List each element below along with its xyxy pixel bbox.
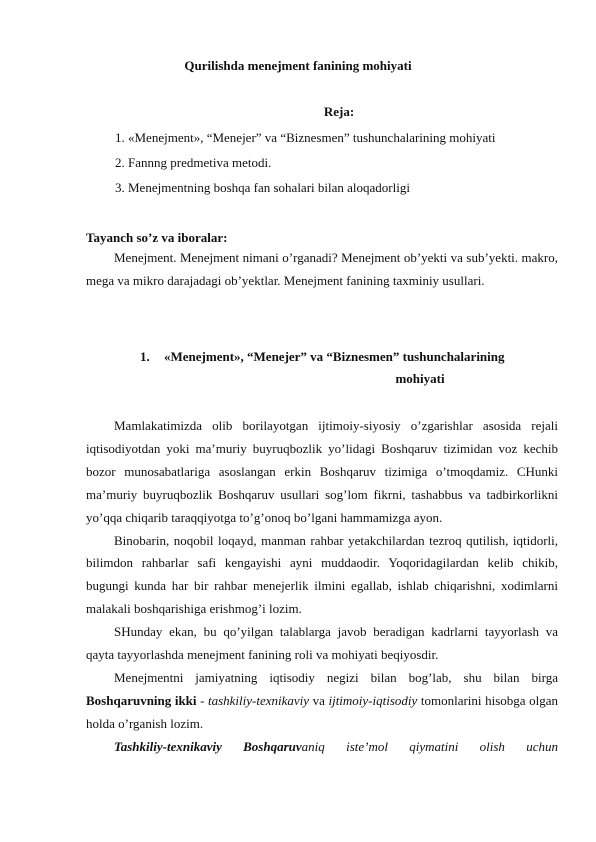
keywords-block: [86, 247, 558, 293]
paragraph-2: Binobarin, noqobil loqayd, manman rahbar yetakchilardan tezroq qutilish, iqtidorli, bilimdon rahbarlar safi kengayishi ayni muddaodir. Yoqoridagilardan kelib chikib, bugungi kunda har bir rahbar menejerlik ilmini egallab, ishlab chiqarishni, xodimlarni malakali boshqarishiga erishmog’i lozim.: [86, 532, 558, 617]
paragraph-4-italic-1: tashkiliy-texnikaviy: [207, 692, 310, 708]
paragraph-4-bold: Boshqaruvning ikki: [86, 692, 197, 708]
plan-label: Reja:: [323, 104, 355, 119]
paragraph-4-va: va: [309, 692, 329, 708]
paragraph-4-dash: -: [196, 692, 208, 708]
plan-item-1: 1. «Menejment», “Menejer” va “Biznesmen” tushunchalarining mohiyati: [115, 130, 496, 145]
document-title: Qurilishda menejment fanining mohiyati: [184, 58, 412, 73]
section-1-heading: [140, 346, 570, 390]
section-1-number: 1.: [140, 349, 150, 364]
keywords-text: Menejment. Menejment nimani o’rganadi? Menejment ob’yekti va sub’yekti. makro, mega va mikro darajadagi ob’yektlar. Menejment fanining taxminiy usullari.: [86, 250, 558, 288]
paragraph-1: Mamlakatimizda olib borilayotgan ijtimoiy-siyosiy o’zgarishlar asosida rejali iqtisodiyotdan yoki ma’muriy buyruqbozlik yo’lidagi Boshqaruv tizimidan voz kechib bozor munosabatlariga asoslangan erkin Boshqaruv tizimiga o’tmoqdamiz. CHunki ma’muriy buyruqbozlik Boshqaruv usullari sog’lom fikrni, tashabbus va tadbirkorlikni yo’qqa chiqarib taraqqiyotga to’g’onoq bo’lgani hammamizga ayon.: [86, 418, 558, 525]
body-text: [86, 415, 558, 759]
paragraph-3: SHunday ekan, bu qo’yilgan talablarga javob beradigan kadrlarni tayyorlash va qayta tayyorlashda menejment fanining roli va mohiyati beqiyosdir.: [86, 624, 558, 663]
paragraph-4-italic-2: ijtimoiy-iqtisodiy: [328, 692, 418, 708]
paragraph-5: [86, 736, 558, 759]
paragraph-4-end: tomonlarini hisobga olgan holda o’rganish lozim.: [86, 692, 558, 731]
plan-item-2: 2. Fannng predmetiva metodi.: [115, 155, 272, 170]
plan-item-3: 3. Menejmentning boshqa fan sohalari bilan aloqadorligi: [115, 180, 410, 195]
paragraph-5-italic: aniq iste’mol qiymatini olish uchun: [301, 738, 558, 754]
section-1-title-line2: mohiyati: [395, 371, 445, 386]
section-1-title-line1: «Menejment», “Menejer” va “Biznesmen” tushunchalarining: [164, 349, 505, 364]
paragraph-4: [86, 667, 558, 736]
paragraph-5-bold-italic: Tashkiliy-texnikaviy Boshqaruv: [114, 738, 302, 754]
paragraph-4-start: Menejmentni jamiyatning iqtisodiy negizi bilan bog’lab, shu bilan birga: [114, 669, 558, 685]
keywords-heading: Tayanch so’z va iboralar:: [86, 230, 228, 245]
